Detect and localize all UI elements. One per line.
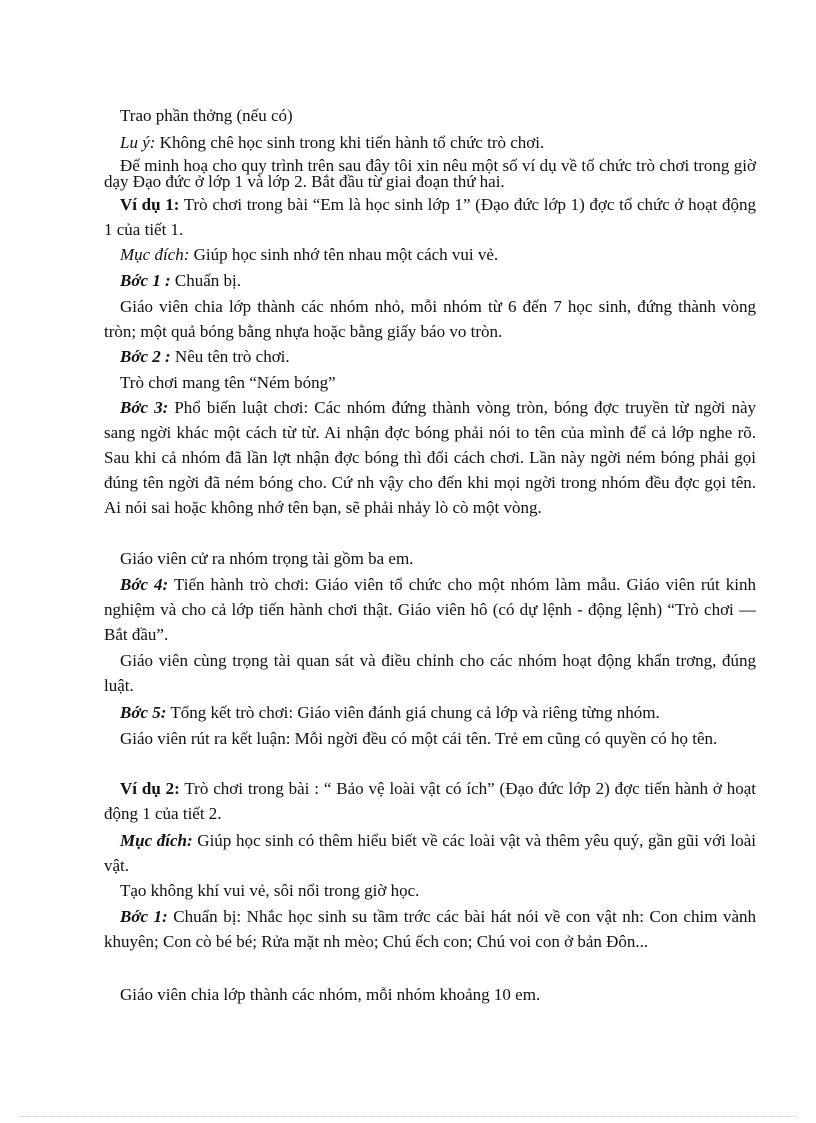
paragraph-step-2 <box>104 344 756 369</box>
step-2-label: Bớc 2 : <box>120 347 171 366</box>
paragraph-text: Nêu tên trò chơi. <box>170 347 290 366</box>
purpose-label: Mục đích: <box>120 831 193 850</box>
step-1-label: Bớc 1 : <box>120 271 171 290</box>
example-2-label: Ví dụ 2: <box>120 779 180 798</box>
paragraph-text: Giúp học sinh nhớ tên nhau một cách vui vẻ. <box>189 245 499 264</box>
paragraph-text: Giáo viên chia lớp thành các nhóm, mỗi nhóm khoảng 10 em. <box>120 985 541 1004</box>
example-1-label: Ví dụ 1: <box>120 195 180 214</box>
paragraph-text: Trò chơi mang tên “Ném bóng” <box>120 373 336 392</box>
purpose-label: Mục đích: <box>120 245 190 264</box>
paragraph-step-3 <box>104 395 756 520</box>
paragraph-example-2 <box>104 776 756 826</box>
page-bottom-divider <box>20 1116 796 1117</box>
paragraph-text: Giáo viên chia lớp thành các nhóm nhỏ, mỗi nhóm từ 6 đến 7 học sinh, đứng thành vòng tròn; một quả bóng bằng nhựa hoặc bằng giấy báo vo tròn. <box>104 297 756 341</box>
paragraph-text: Giáo viên rút ra kết luận: Mỗi ngời đều có một cái tên. Trẻ em cũng có quyền có họ tên. <box>120 729 718 748</box>
paragraph-note <box>104 130 756 155</box>
paragraph-text: Tạo không khí vui vẻ, sôi nổi trong giờ học. <box>120 881 420 900</box>
paragraph-text: Giáo viên cử ra nhóm trọng tài gồm ba em. <box>120 549 414 568</box>
paragraph-conclusion <box>104 726 756 751</box>
paragraph-step-4 <box>104 572 756 647</box>
paragraph-text: Trò chơi trong bài “Em là học sinh lớp 1” (Đạo đức lớp 1) đợc tổ chức ở hoạt động 1 của tiết 1. <box>104 195 756 239</box>
paragraph-step-1 <box>104 268 756 293</box>
paragraph-text: Không chê học sinh trong khi tiến hành tổ chức trò chơi. <box>155 133 545 152</box>
paragraph-groups <box>104 982 756 1007</box>
step-5-label: Bớc 5: <box>120 703 167 722</box>
paragraph-text: Trao phần thởng (nếu có) <box>120 106 293 125</box>
paragraph-referee <box>104 546 756 571</box>
paragraph-text: Tổng kết trò chơi: Giáo viên đánh giá chung cả lớp và riêng từng nhóm. <box>166 703 660 722</box>
paragraph-step-1-ex2 <box>104 904 756 954</box>
paragraph-award <box>104 103 756 128</box>
paragraph-text: Phổ biến luật chơi: Các nhóm đứng thành vòng tròn, bóng đợc truyền từ ngời này sang ngời khác một cách từ từ. Ai nhận đợc bóng phải nói to tên của mình để cả lớp nghe rõ. Sau khi cả nhóm đã lần lợt nhận đợc bóng thì đổi cách chơi. Lần này ngời ném bóng phải gọi đúng tên ngời đã ném bóng cho. Cứ nh vậy cho đến khi mọi ngời trong nhóm đều đợc gọi tên. Ai nói sai hoặc không nhớ tên bạn, sẽ phải nhảy lò cò một vòng. <box>104 398 756 517</box>
paragraph-observe <box>104 648 756 698</box>
step-4-label: Bớc 4: <box>120 575 169 594</box>
paragraph-purpose-1 <box>104 242 756 267</box>
paragraph-prep-detail <box>104 294 756 344</box>
note-label: Lu ý: <box>120 133 156 152</box>
paragraph-step-5 <box>104 700 756 725</box>
paragraph-text: Để minh hoạ cho quy trình trên sau đây tôi xin nêu một số ví dụ về tổ chức trò chơi trong giờ dạy Đạo đức ở lớp 1 và lớp 2. Bắt đầu từ giai đoạn thứ hai. <box>104 156 756 191</box>
step-1-label: Bớc 1: <box>120 907 168 926</box>
paragraph-game-name <box>104 370 756 395</box>
paragraph-text: Giáo viên cùng trọng tài quan sát và điều chỉnh cho các nhóm hoạt động khẩn trơng, đúng luật. <box>104 651 756 695</box>
paragraph-text: Tiến hành trò chơi: Giáo viên tổ chức cho một nhóm làm mẫu. Giáo viên rút kinh nghiệm và cho cả lớp tiến hành chơi thật. Giáo viên hô (có dự lệnh - động lệnh) “Trò chơi — Bắt đầu”. <box>104 575 757 644</box>
step-3-label: Bớc 3: <box>120 398 169 417</box>
paragraph-intro <box>104 158 756 190</box>
paragraph-text: Trò chơi trong bài : “ Bảo vệ loài vật có ích” (Đạo đức lớp 2) đợc tiến hành ở hoạt động 1 của tiết 2. <box>104 779 756 823</box>
paragraph-text: Chuẩn bị: Nhắc học sinh su tầm trớc các bài hát nói về con vật nh: Con chim vành khuyên; Con cò bé bé; Rửa mặt nh mèo; Chú ếch con; Chú voi con ở bản Đôn... <box>104 907 756 951</box>
paragraph-text: Chuẩn bị. <box>170 271 242 290</box>
paragraph-purpose-2 <box>104 828 756 878</box>
paragraph-example-1 <box>104 192 756 242</box>
paragraph-atmosphere <box>104 878 756 903</box>
paragraph-text: Giúp học sinh có thêm hiểu biết về các loài vật và thêm yêu quý, gần gũi với loài vật. <box>104 831 756 875</box>
